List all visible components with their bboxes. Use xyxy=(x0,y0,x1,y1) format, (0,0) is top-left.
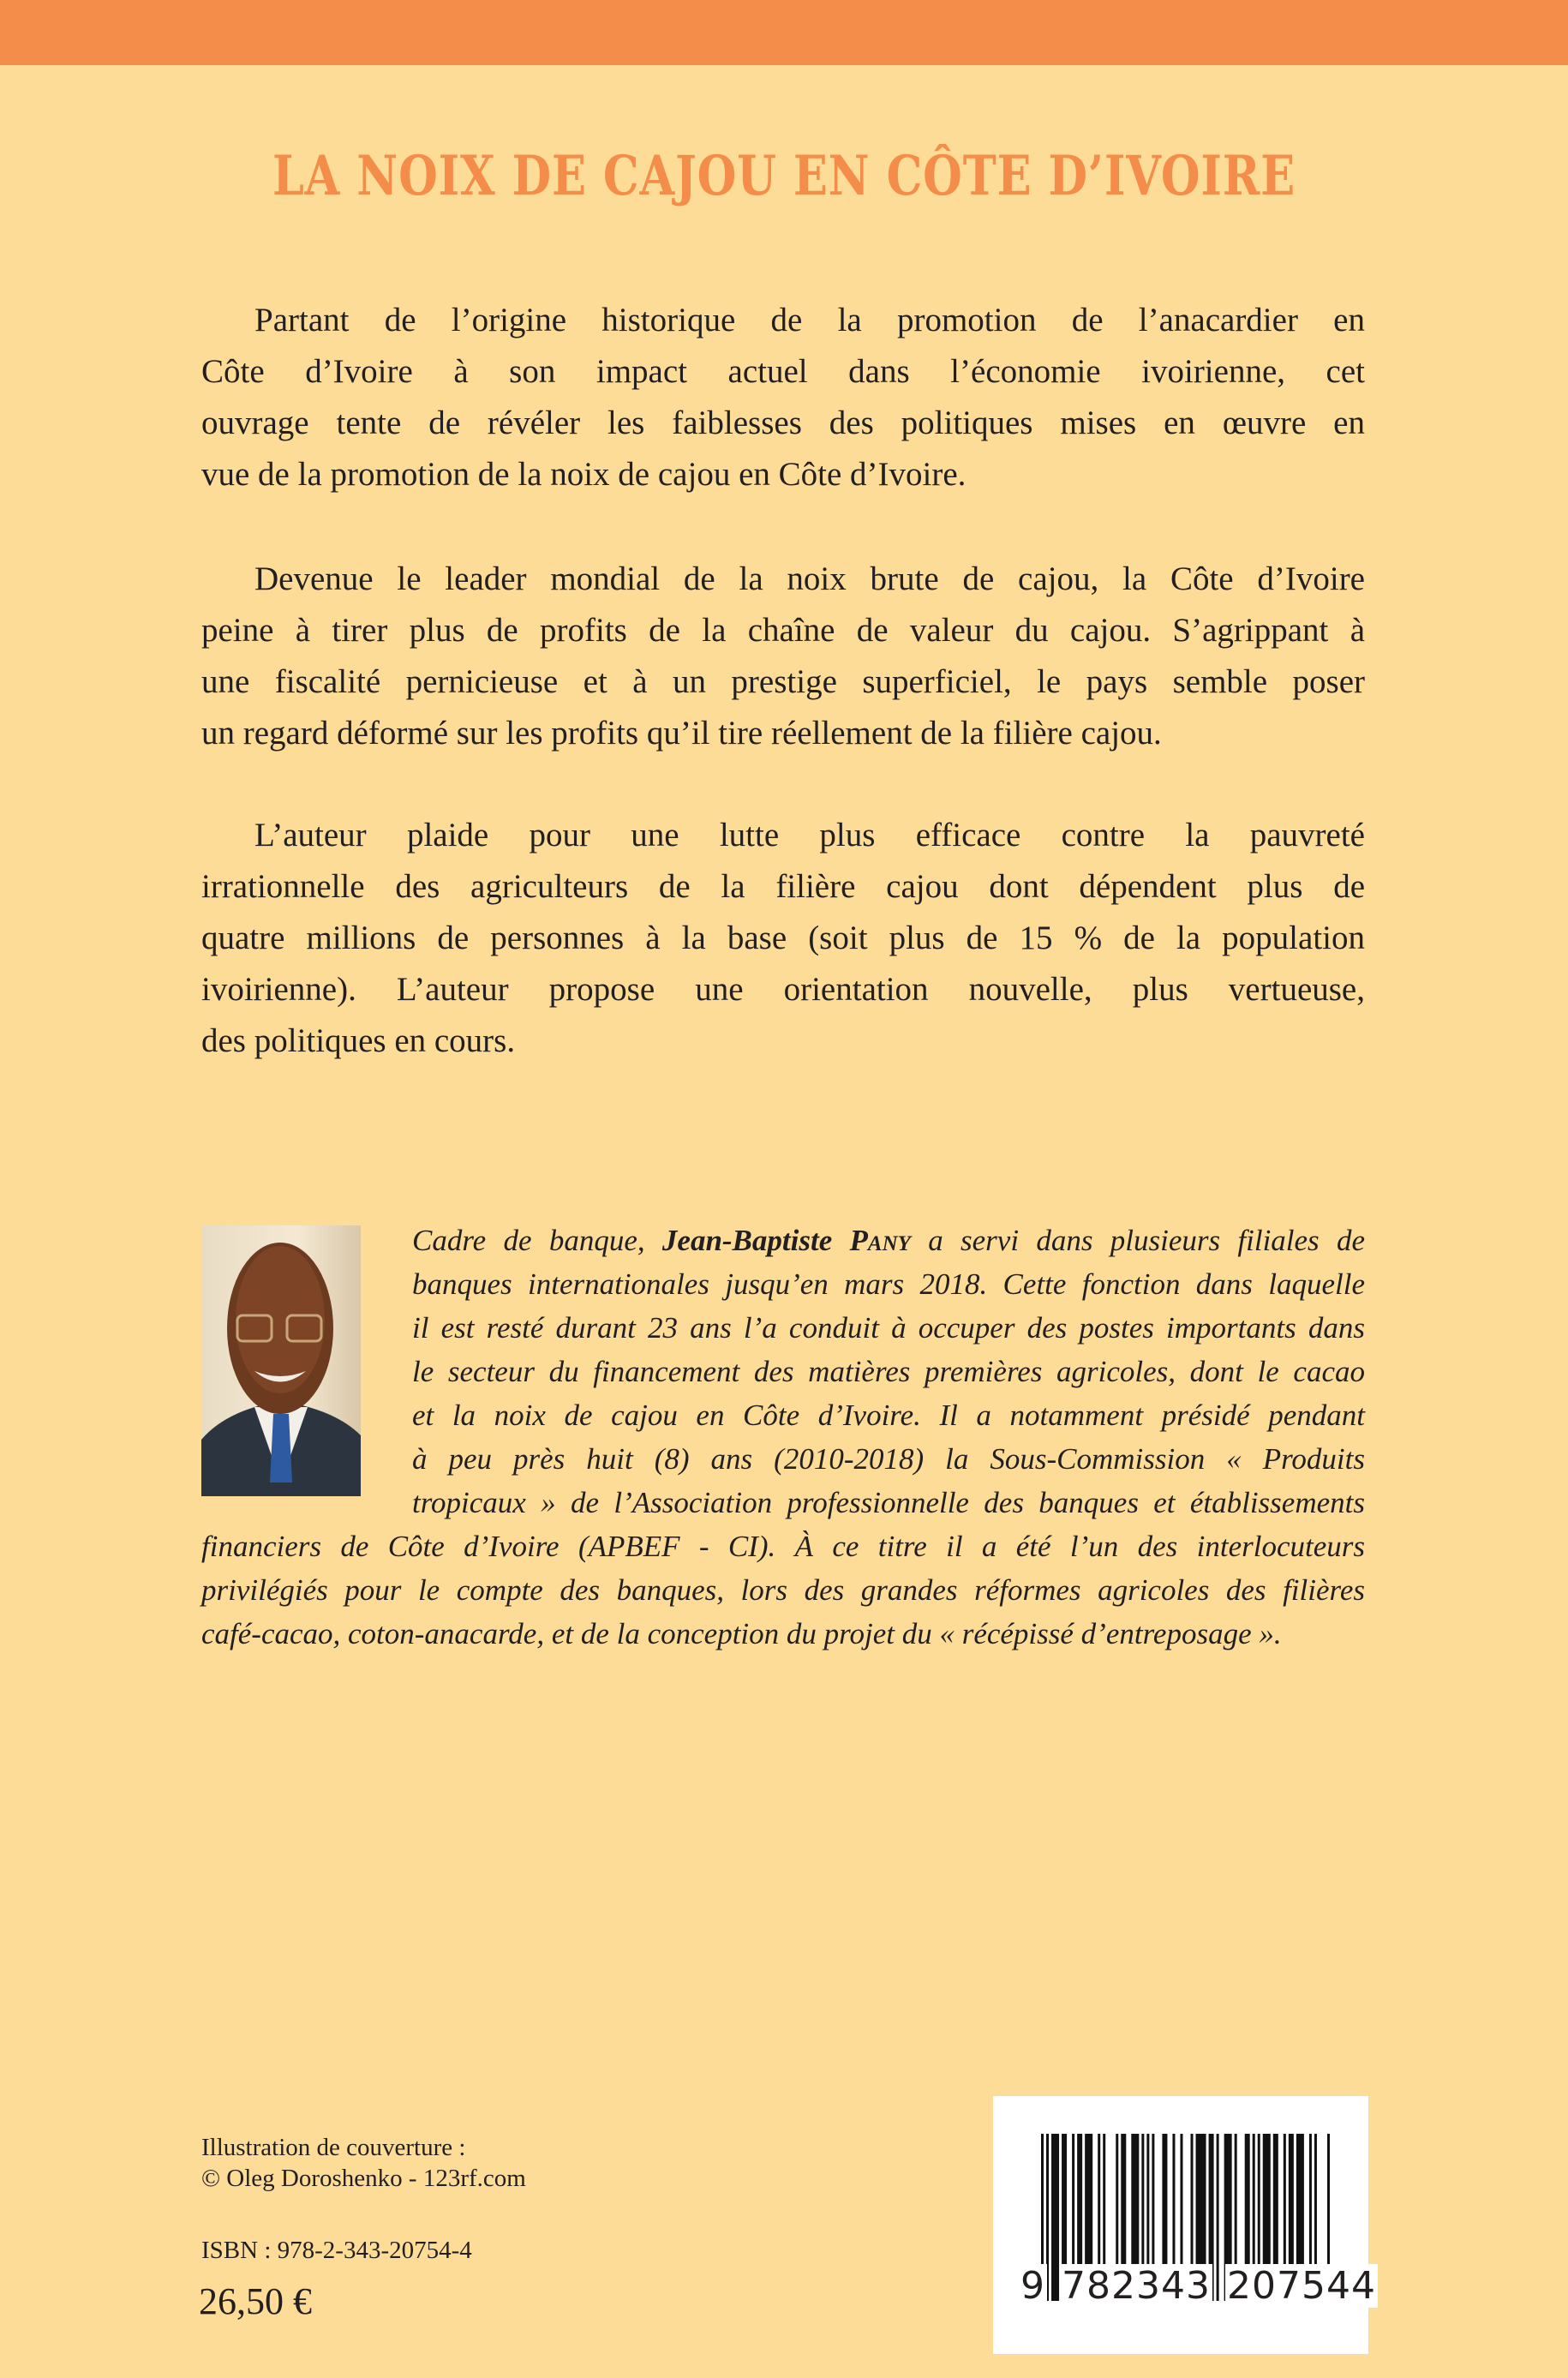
text-line: peine à tirer plus de profits de la chaîne de valeur du cajou. S’agrippant à xyxy=(201,612,1365,649)
credit-label: Illustration de couverture : xyxy=(201,2134,466,2161)
bio-line: à peu près huit (8) ans (2010-2018) la Sous-Commission « Produits xyxy=(412,1442,1365,1476)
bio-line: tropicaux » de l’Association professionnelle des banques et établissements xyxy=(412,1486,1365,1519)
bio-line xyxy=(412,1219,1365,1262)
text-line: un regard déformé sur les profits qu’il tire réellement de la filière cajou. xyxy=(201,715,1162,752)
text-line: des politiques en cours. xyxy=(201,1022,516,1059)
author-first-name: Jean-Baptiste xyxy=(661,1224,850,1257)
paragraph-3 xyxy=(201,810,1365,1067)
author-last-name: Pany xyxy=(849,1224,911,1257)
paragraph-1 xyxy=(201,295,1365,500)
text-line: irrationnelle des agriculteurs de la filière cajou dont dépendent plus de xyxy=(201,868,1365,905)
barcode-digit-group: 782343 xyxy=(1062,2264,1211,2308)
cover-credit xyxy=(201,2132,526,2194)
text-line: L’auteur plaide pour une lutte plus efficace contre la pauvreté xyxy=(254,817,1365,854)
bio-line: le secteur du financement des matières premières agricoles, dont le cacao xyxy=(412,1355,1365,1388)
bio-line: et la noix de cajou en Côte d’Ivoire. Il a notamment présidé pendant xyxy=(412,1399,1365,1432)
text-line: Partant de l’origine historique de la promotion de l’anacardier en xyxy=(254,302,1365,338)
bio-line: financiers de Côte d’Ivoire (APBEF - CI). À ce titre il a été l’un des interlocuteurs xyxy=(201,1530,1365,1563)
bio-line: privilégiés pour le compte des banques, lors des grandes réformes agricoles des filières xyxy=(201,1573,1365,1607)
barcode xyxy=(993,2096,1376,2354)
paragraph-2 xyxy=(201,554,1365,759)
text-line: une fiscalité pernicieuse et à un prestige superficiel, le pays semble poser xyxy=(201,663,1365,700)
barcode-digit-group: 207544 xyxy=(1226,2264,1376,2308)
text-line: Côte d’Ivoire à son impact actuel dans l’économie ivoirienne, cet xyxy=(201,353,1365,390)
top-color-band xyxy=(0,0,1568,65)
author-bio xyxy=(201,1219,1365,1656)
bio-line: il est resté durant 23 ans l’a conduit à occuper des postes importants dans xyxy=(412,1311,1365,1345)
bio-text: Cadre de banque, xyxy=(412,1224,662,1257)
credit-value: © Oleg Doroshenko - 123rf.com xyxy=(201,2165,526,2192)
book-title: LA NOIX DE CAJOU EN CÔTE D’IVOIRE xyxy=(272,144,1296,208)
barcode-digit-group: 9 xyxy=(1020,2264,1045,2308)
barcode-digits xyxy=(1019,2264,1378,2308)
text-line: Devenue le leader mondial de la noix brute de cajou, la Côte d’Ivoire xyxy=(254,560,1365,597)
bio-line: banques internationales jusqu’en mars 2018. Cette fonction dans laquelle xyxy=(412,1267,1365,1301)
text-line: quatre millions de personnes à la base (soit plus de 15 % de la population xyxy=(201,919,1365,956)
bio-text: a servi dans plusieurs filiales de xyxy=(910,1224,1365,1257)
text-line: vue de la promotion de la noix de cajou en Côte d’Ivoire. xyxy=(201,456,967,493)
text-line: ivoirienne). L’auteur propose une orientation nouvelle, plus vertueuse, xyxy=(201,971,1365,1008)
price: 26,50 € xyxy=(199,2280,312,2322)
text-line: ouvrage tente de révéler les faiblesses des politiques mises en œuvre en xyxy=(201,404,1365,441)
bio-line: café-cacao, coton-anacarde, et de la conception du projet du « récépissé d’entreposage ». xyxy=(201,1617,1282,1650)
isbn: ISBN : 978-2-343-20754-4 xyxy=(201,2237,472,2264)
